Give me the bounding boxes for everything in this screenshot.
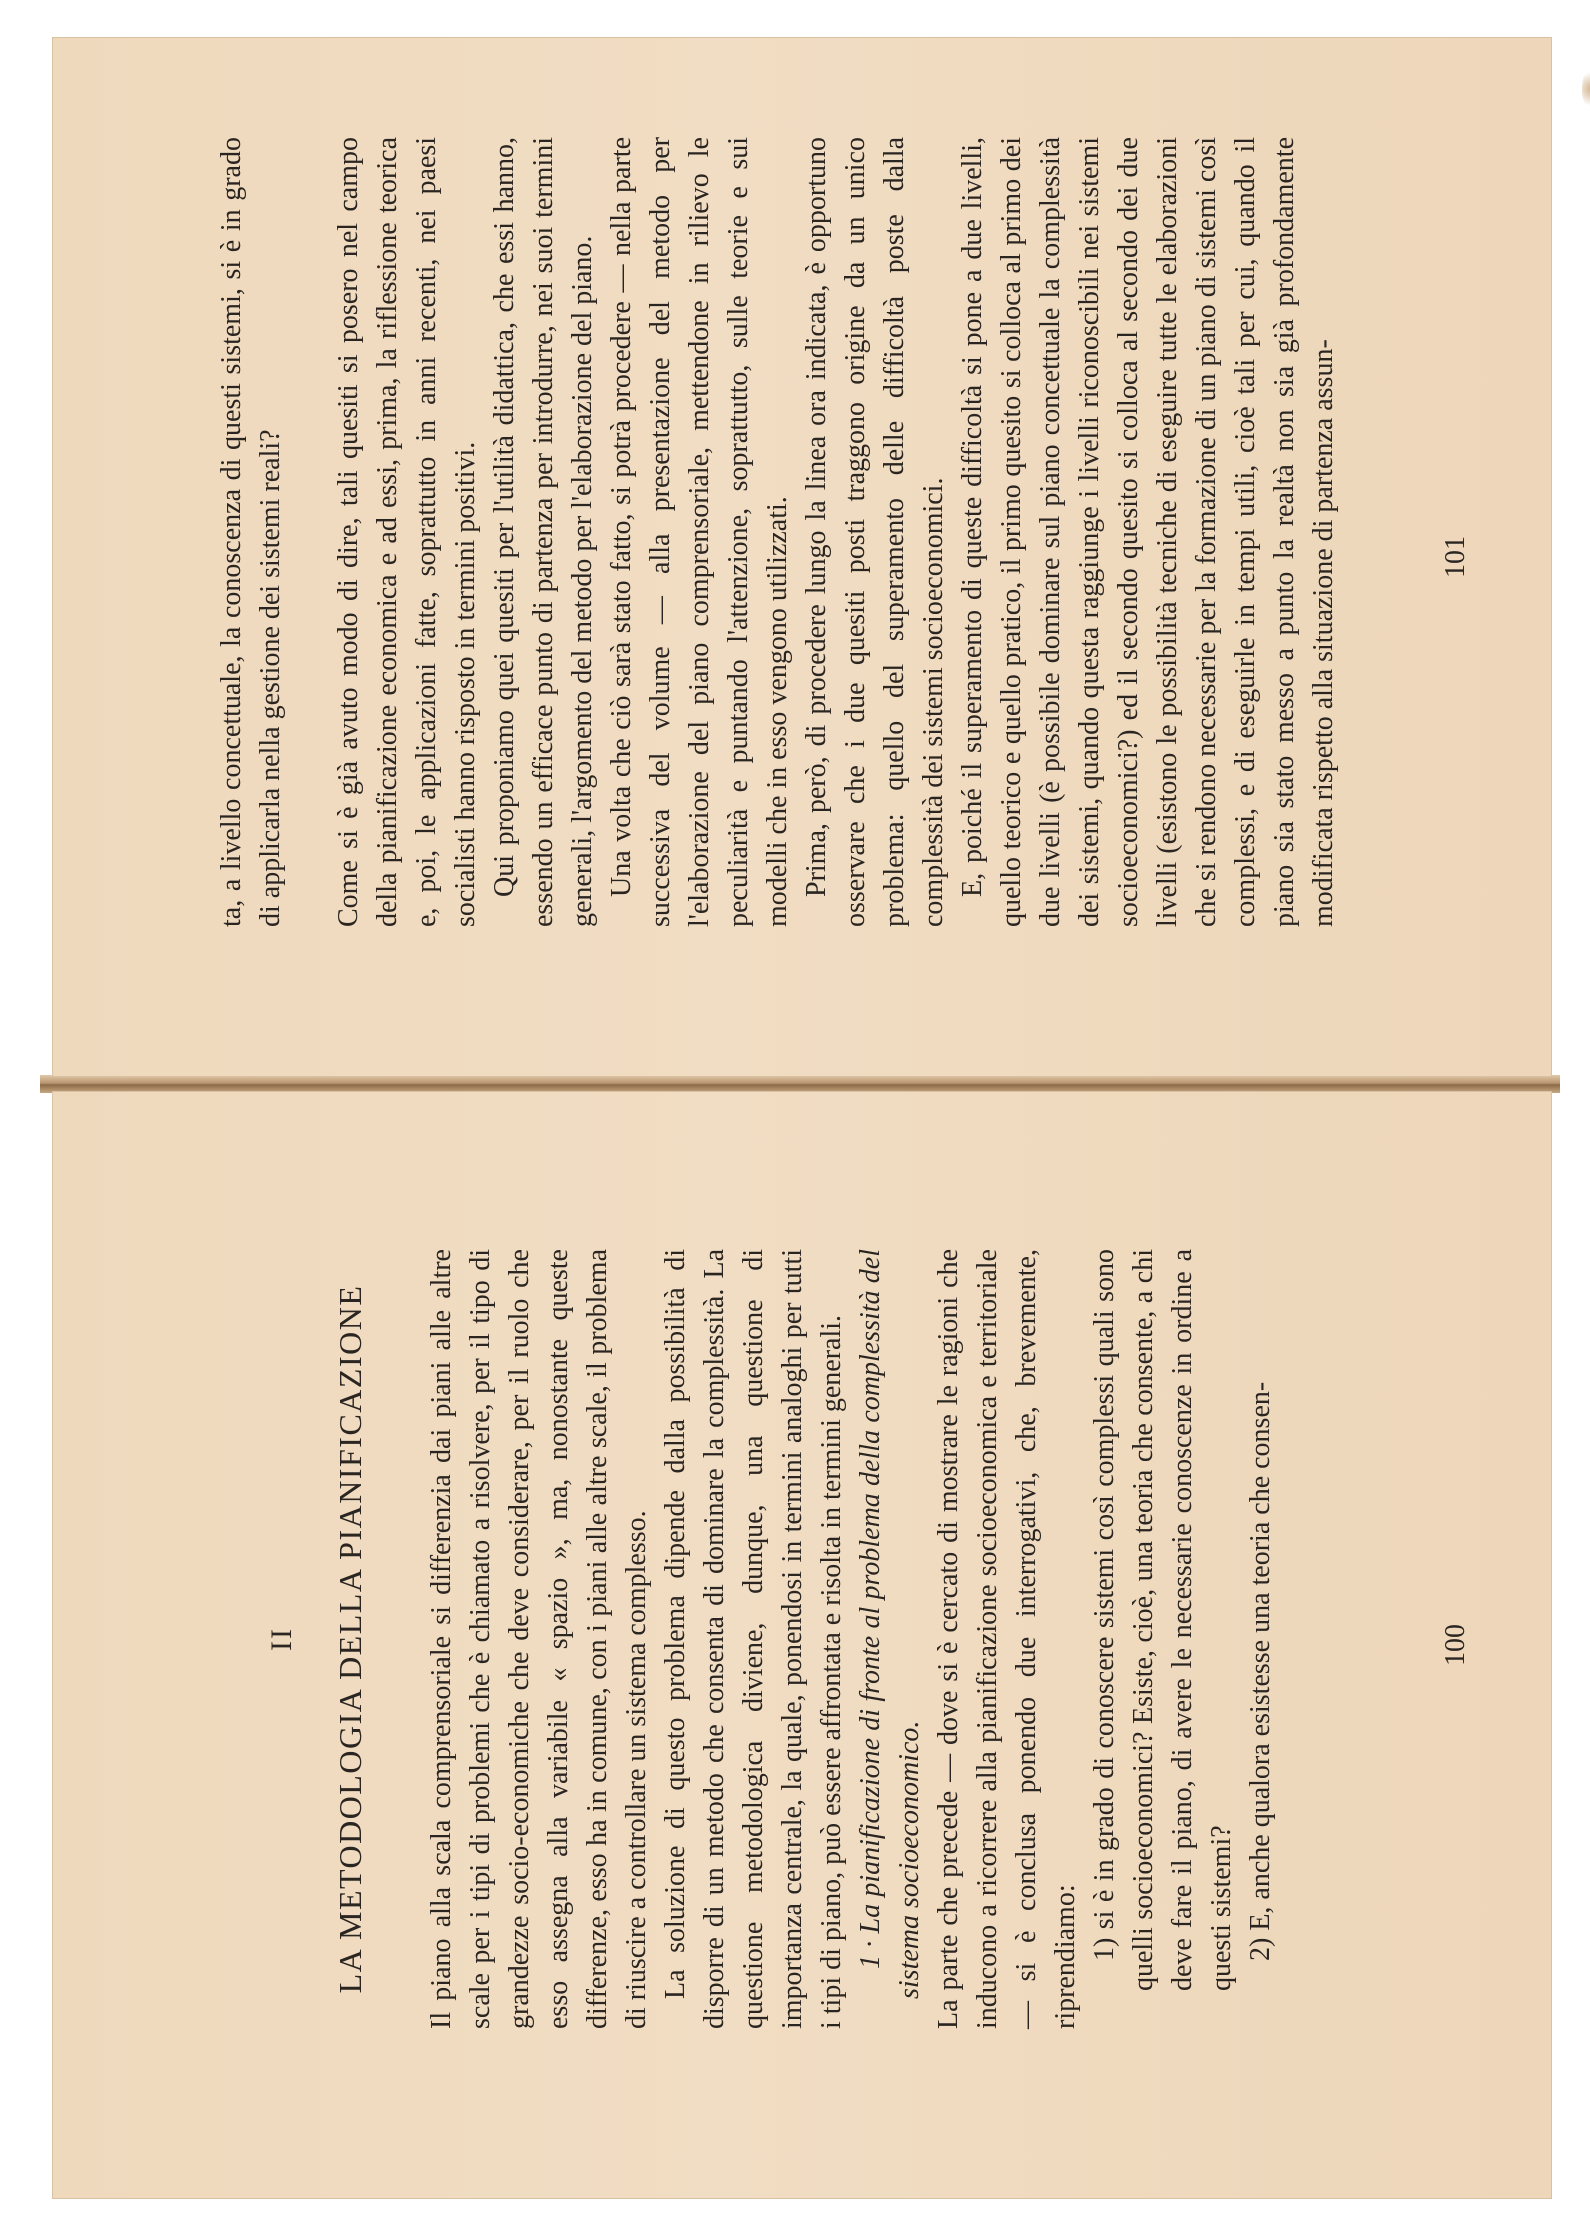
paragraph: E, poiché il superamento di queste difficoltà si pone a due livelli, quello teorico e quello pratico, il primo quesito si colloca al primo dei due livelli (è possibile dominare sul piano concettuale la complessità dei sistemi, quando questa raggiunge i livelli riconoscibili nei sistemi socioeconomici?) ed il secondo quesito si colloca al secondo dei due livelli (esistono le possibilità tecniche di eseguire tutte le elaborazioni che si rendono necessarie per la formazione di un piano di sistemi così complessi, e di eseguirle in tempi utili, cioè tali per cui, quando il piano sia stato messo a punto la realtà non sia già profondamente modificata rispetto alla situazione di partenza assun- <box>957 137 1339 927</box>
paragraph: Qui proponiamo quei quesiti per l'utilità didattica, che essi hanno, essendo un efficace punto di partenza per introdurre, nei suoi termini generali, l'argomento del metodo per l'elaborazione del piano. <box>489 137 598 927</box>
paragraph: ta, a livello concettuale, la conoscenza di questi sistemi, si è in grado di applicarla nella gestione dei sistemi reali? <box>216 137 286 927</box>
paragraph: La parte che precede — dove si è cercato di mostrare le ragioni che inducono a ricorrere alla pianificazione socioeconomica e territoriale — si è conclusa ponendo due interrogativi, che, brevemente, riprendiamo: <box>933 1249 1081 2029</box>
page-number: 100 <box>1440 1624 1471 1666</box>
right-text-column <box>212 137 1343 927</box>
right-page <box>52 37 1552 1077</box>
list-item: 1) si è in grado di conoscere sistemi così complessi quali sono quelli socioeconomici? Esiste, cioè, una teoria che consente, a chi deve fare il piano, di avere le necessarie conoscenze in ordine a questi sistemi? <box>1089 1249 1237 1991</box>
paragraph: La soluzione di questo problema dipende dalla possibilità di disporre di un metodo che consenta di dominare la complessità. La questione metodologica diviene, dunque, una questione di importanza centrale, la quale, ponendosi in termini analoghi per tutti i tipi di piano, può essere affrontata e risolta in termini generali. <box>660 1249 847 2029</box>
paragraph: Il piano alla scala comprensoriale si differenzia dai piani alle altre scale per i tipi di problemi che è chiamato a risolvere, per il tipo di grandezze socio-economiche che deve considerare, per il ruolo che esso assegna alla variabile « spazio », ma, nonostante queste differenze, esso ha in comune, con i piani alle altre scale, il problema di riuscire a controllare un sistema complesso. <box>426 1249 652 2029</box>
chapter-title: LA METODOLOGIA DELLA PIANIFICAZIONE <box>332 1284 368 1994</box>
list-item: 2) E, anche qualora esistesse una teoria che consen- <box>1245 1381 1276 1961</box>
left-page <box>52 1091 1552 2199</box>
page-number: 101 <box>1440 536 1471 578</box>
left-text-column <box>262 1249 1280 2029</box>
paragraph: Prima, però, di procedere lungo la linea ora indicata, è opportuno osservare che i due quesiti posti traggono origine da un unico problema: quello del superamento delle difficoltà poste dalla complessità dei sistemi socioeconomici. <box>801 137 949 927</box>
chapter-number: II <box>265 1627 298 1651</box>
section-heading: 1 · La pianificazione di fronte al problema della complessità del sistema socioeconomico. <box>855 1249 925 1999</box>
paragraph: Come si è già avuto modo di dire, tali quesiti si posero nel campo della pianificazione economica e ad essi, prima, la riflessione teorica e, poi, le applicazioni fatte, soprattutto in anni recenti, nei paesi socialisti hanno risposto in termini positivi. <box>333 137 481 927</box>
paragraph: Una volta che ciò sarà stato fatto, si potrà procedere — nella parte successiva del volume — alla presentazione del metodo per l'elaborazione del piano comprensoriale, mettendone in rilievo le peculiarità e puntando l'attenzione, soprattutto, sulle teorie e sui modelli che in esso vengono utilizzati. <box>606 137 793 927</box>
paper-stain <box>1582 67 1590 111</box>
